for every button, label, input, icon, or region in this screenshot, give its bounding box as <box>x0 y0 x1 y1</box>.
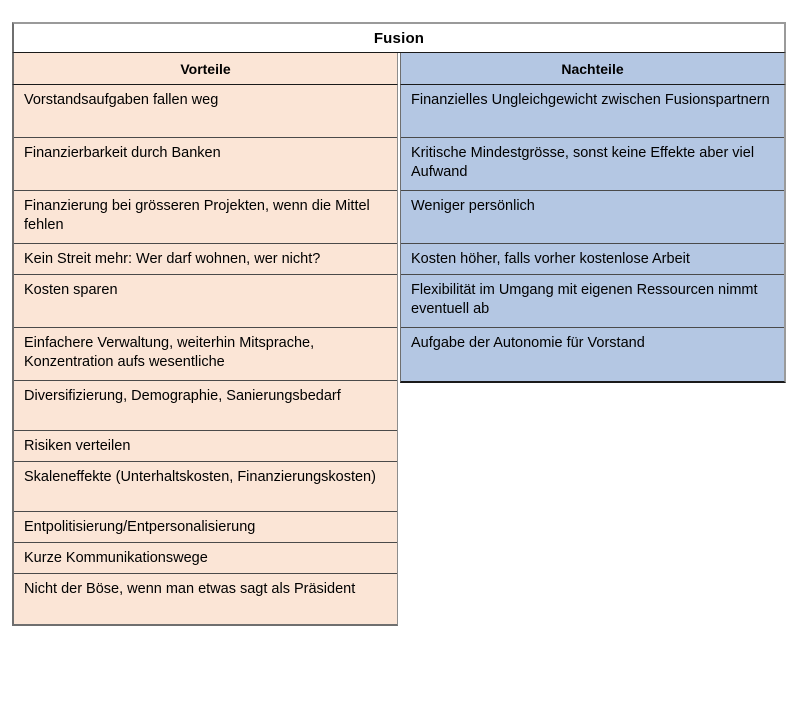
table-header-row <box>12 53 786 85</box>
pros-cell: Risiken verteilen <box>14 431 397 462</box>
cons-cell: Kritische Mindestgrösse, sonst keine Effekte aber viel Aufwand <box>401 138 784 191</box>
pros-cell: Diversifizierung, Demographie, Sanierungsbedarf <box>14 381 397 431</box>
pros-column <box>12 85 398 626</box>
pros-cell: Kein Streit mehr: Wer darf wohnen, wer nicht? <box>14 244 397 275</box>
cons-column <box>400 85 786 383</box>
pros-cell: Nicht der Böse, wenn man etwas sagt als Präsident <box>24 581 356 597</box>
cons-cell: Flexibilität im Umgang mit eigenen Ressourcen nimmt eventuell ab <box>401 275 784 328</box>
column-header-vorteile: Vorteile <box>12 53 398 85</box>
comparison-table <box>12 22 786 626</box>
cons-cell: Weniger persönlich <box>401 191 784 244</box>
pros-cell: Skaleneffekte (Unterhaltskosten, Finanzierungskosten) <box>14 462 397 512</box>
pros-cell: Finanzierung bei grösseren Projekten, wenn die Mittel fehlen <box>14 191 397 244</box>
pros-cell: Einfachere Verwaltung, weiterhin Mitsprache, Konzentration aufs wesentliche <box>14 328 397 381</box>
pros-cell: Finanzierbarkeit durch Banken <box>14 138 397 191</box>
pros-cell: Entpolitisierung/Entpersonalisierung <box>14 512 397 543</box>
cons-cell: Kosten höher, falls vorher kostenlose Arbeit <box>401 244 784 275</box>
pros-cell: Vorstandsaufgaben fallen weg <box>14 85 397 138</box>
pros-cell: Kosten sparen <box>14 275 397 328</box>
column-header-nachteile: Nachteile <box>400 53 786 85</box>
cons-cell: Finanzielles Ungleichgewicht zwischen Fusionspartnern <box>401 85 784 138</box>
table-title-row <box>12 22 786 53</box>
pros-cell: Kurze Kommunikationswege <box>14 543 397 574</box>
table-body <box>12 85 786 626</box>
table-title: Fusion <box>373 29 425 47</box>
cons-cell: Aufgabe der Autonomie für Vorstand <box>411 335 645 351</box>
